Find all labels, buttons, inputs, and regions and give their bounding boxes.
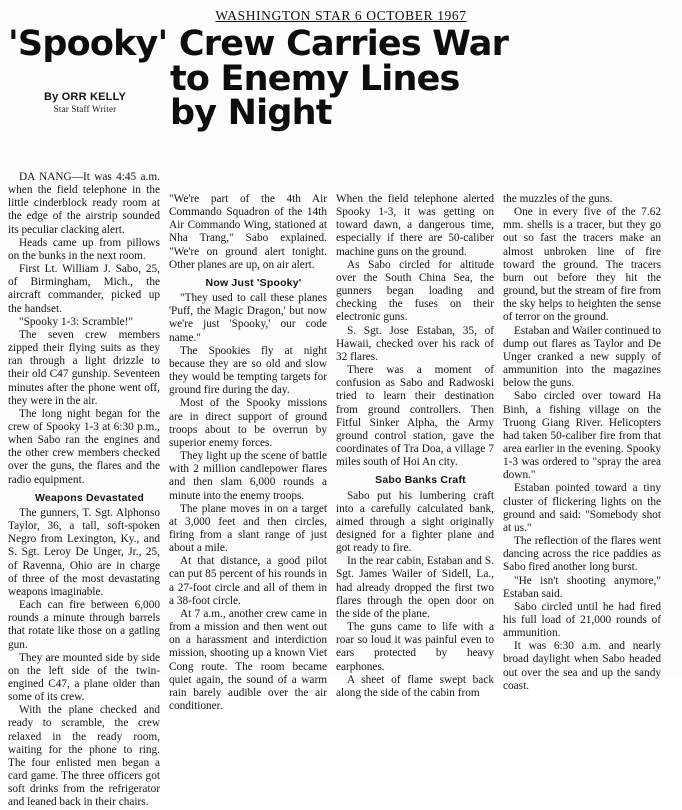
- page-title: [8, 24, 674, 134]
- body-paragraph: The plane moves in on a target at 3,000 feet and then circles, firing from a slant range of just about a mile.: [169, 502, 327, 555]
- body-paragraph: Each can fire between 6,000 rounds a minute through barrels that rotate like those on a gatling gun.: [8, 599, 160, 651]
- body-paragraph: First Lt. William J. Sabo, 25, of Birmingham, Mich., the aircraft commander, picked up the handset.: [8, 263, 160, 315]
- body-paragraph: "They used to call these planes 'Puff, the Magic Dragon,' but now we're just 'Spooky,' our code name.": [169, 292, 327, 344]
- body-paragraph: They light up the scene of battle with 2 million candlepower flares and then slam 6,000 rounds a minute into the enemy troops.: [169, 450, 327, 502]
- byline-author: By ORR KELLY: [43, 91, 127, 103]
- body-paragraph: The guns came to life with a roar so loud it was painful even to ears protected by heavy earphones.: [336, 621, 494, 673]
- body-paragraph: It was 6:30 a.m. and nearly broad daylight when Sabo headed out over the sea and up the sandy coast.: [503, 640, 661, 692]
- column-4: [503, 171, 661, 810]
- body-paragraph: At 7 a.m., another crew came in from a mission and then went out on a harassment and interdiction mission, shooting up a known Viet Cong route. The room became quiet again, the sound of a warm rain barely audible over the air conditioner.: [169, 607, 327, 712]
- masthead: WASHINGTON STAR 6 OCTOBER 1967: [215, 8, 467, 23]
- column-2: [169, 171, 327, 810]
- article-columns: [8, 171, 674, 810]
- body-paragraph: At that distance, a good pilot can put 85 percent of his rounds in a 27-foot circle and all of them in a 38-foot circle.: [169, 555, 327, 607]
- body-paragraph: Estaban pointed toward a tiny cluster of flickering lights on the ground and said: "Somebody shot at us.": [503, 482, 661, 534]
- headline-block: [8, 24, 674, 167]
- body-paragraph: "He isn't shooting anymore," Estaban said.: [503, 574, 661, 600]
- body-paragraph: The Spookies fly at night because they are so old and slow they would be tempting targets for ground fire during the day.: [169, 344, 327, 397]
- body-paragraph: Most of the Spooky missions are in direct support of ground troops about to be overrun by superior enemy forces.: [169, 397, 327, 449]
- byline-affiliation: Star Staff Writer: [53, 104, 117, 114]
- body-paragraph: Sabo circled over toward Ha Binh, a fishing village on the Truong Giang River. Helicopters had taken 50-caliber fire from that area earlier in the evening. Spooky 1-3 was ordered to "spray the area down.": [503, 390, 661, 482]
- body-paragraph: With the plane checked and ready to scramble, the crew relaxed in the ready room, waiting for the phone to ring. The four enlisted men began a card game. The three officers got soft drinks from the refrigerator and leaned back in their chairs.: [8, 704, 160, 809]
- column-3: [336, 171, 494, 810]
- body-paragraph: They are mounted side by side on the left side of the twin-engined C47, a plane older than some of its crew.: [8, 651, 160, 704]
- body-paragraph: In the rear cabin, Estaban and S. Sgt. James Wailer of Sidell, La., had already dropped the first two flares through the open door on the side of the plane.: [336, 555, 494, 620]
- body-paragraph: A sheet of flame swept back along the side of the cabin from: [336, 673, 494, 699]
- body-paragraph: As Sabo circled for altitude over the South China Sea, the gunners began loading and checking the fuses on their electronic guns.: [336, 258, 494, 324]
- body-paragraph: Estaban and Wailer continued to dump out flares as Taylor and De Unger cranked a new supply of ammunition into the magazines below the guns.: [503, 324, 661, 390]
- body-paragraph: One in every five of the 7.62 mm. shells is a tracer, but they go out so fast the tracers make an almost unbroken line of fire toward the ground. The tracers burn out before they hit the ground, but the stream of fire from the sky helps to heighten the sense of terror on the ground.: [503, 206, 661, 324]
- body-paragraph: The long night began for the crew of Spooky 1-3 at 6:30 p.m., when Sabo ran the engines and the other crew members checked over the guns, the flares and the radio equipment.: [8, 407, 160, 486]
- body-paragraph: The gunners, T. Sgt. Alphonso Taylor, 36, a tall, soft-spoken Negro from Lexington, Ky., and S. Sgt. Leroy De Unger, Jr., 25, of Ravenna, Ohio are in charge of three of the most devastating weapons imaginable.: [8, 506, 160, 598]
- body-paragraph: DA NANG—It was 4:45 a.m. when the field telephone in the little cinderblock ready room at the edge of the airstrip sounded its peculiar clacking alert.: [8, 171, 160, 236]
- section-subhead: Now Just 'Spooky': [205, 276, 302, 289]
- body-paragraph: When the field telephone alerted Spooky 1-3, it was getting on toward dawn, a dangerous time, especially if there are 50-caliber machine guns on the ground.: [336, 193, 494, 258]
- headline-line-1: 'Spooky' Crew Carries War: [8, 24, 509, 64]
- body-paragraph: The seven crew members zipped their flying suits as they ran through a light drizzle to their old C47 gunship. Seventeen minutes after the phone went off, they were in the air.: [8, 328, 160, 407]
- body-paragraph: "Spooky 1-3: Scramble!": [19, 315, 134, 328]
- headline-line-2: to Enemy Lines: [170, 58, 460, 99]
- byline: [10, 91, 160, 114]
- body-paragraph: The reflection of the flares went dancing across the rice paddies as Sabo fired another long burst.: [503, 535, 661, 574]
- body-paragraph: Sabo put his lumbering craft into a carefully calculated bank, aimed through a sight originally designed for a fighter plane and got ready to fire.: [336, 489, 494, 555]
- column-1: [8, 171, 160, 810]
- section-subhead: Weapons Devastated: [34, 491, 145, 504]
- body-paragraph: "We're part of the 4th Air Commando Squadron of the 14th Air Commando Wing, stationed at Nha Trang," Sabo explained. "We're on ground alert tonight. Other planes are up, on air alert.: [169, 193, 327, 271]
- body-paragraph: the muzzles of the guns.: [503, 193, 613, 205]
- body-paragraph: S. Sgt. Jose Estaban, 35, of Hawaii, checked over his rack of 32 flares.: [336, 324, 494, 363]
- body-paragraph: Heads came up from pillows on the bunks in the next room.: [8, 236, 160, 262]
- section-subhead: Sabo Banks Craft: [375, 474, 466, 487]
- body-paragraph: Sabo circled until he had fired his full load of 21,000 rounds of ammunition.: [503, 600, 661, 640]
- headline-line-3: by Night: [170, 93, 332, 134]
- body-paragraph: There was a moment of confusion as Sabo and Radwoski tried to learn their destination from ground controllers. Then Fitful Sinker Alpha, the Army ground control station, gave the coordinates of Tra Doa, a village 7 miles south of Hoi An city.: [336, 364, 494, 469]
